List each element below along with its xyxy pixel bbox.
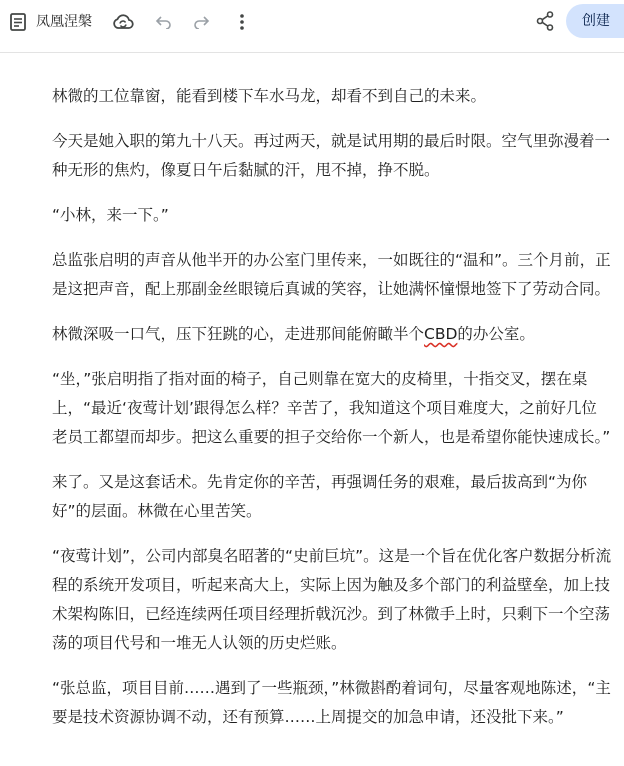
paragraph[interactable]: 今天是她入职的第九十八天。再过两天，就是试用期的最后时限。空气里弥漫着一种无形的焦灼，像夏日午后黏腻的汗，甩不掉，挣不脱。	[52, 132, 611, 179]
text-run: 的办公室。	[457, 325, 535, 343]
document-icon[interactable]	[10, 13, 26, 31]
paragraph[interactable]: “张总监，项目目前……遇到了一些瓶颈，”林微斟酌着词句，尽量客观地陈述，“主要是技术资源协调不动，还有预算……上周提交的加急申请，还没批下来。”	[52, 679, 611, 726]
share-icon[interactable]	[533, 9, 557, 33]
toolbar-divider	[0, 52, 624, 53]
paragraph[interactable]	[52, 320, 612, 349]
paragraph[interactable]: “夜莺计划”，公司内部臭名昭著的“史前巨坑”。这是一个旨在优化客户数据分析流程的系统开发项目，听起来高大上，实际上因为触及多个部门的利益壁垒，加上技术架构陈旧，已经连续两任项目经理折戟沉沙。到了林微手上时，只剩下一个空荡荡的项目代号和一堆无人认领的历史烂账。	[52, 547, 612, 652]
paragraph[interactable]: 总监张启明的声音从他半开的办公室门里传来，一如既往的“温和”。三个月前，正是这把声音，配上那副金丝眼镜后真诚的笑容，让她满怀憧憬地签下了劳动合同。	[52, 251, 611, 298]
paragraph[interactable]: 林微的工位靠窗，能看到楼下车水马龙，却看不到自己的未来。	[52, 87, 487, 105]
document-body[interactable]	[52, 82, 612, 748]
create-button[interactable]: 创建	[566, 4, 624, 38]
paragraph[interactable]: “坐，”张启明指了指对面的椅子，自己则靠在宽大的皮椅里，十指交叉，摆在桌上，“最近‘夜莺计划’跟得怎么样？辛苦了，我知道这个项目难度大，之前好几位老员工都望而却步。把这么重要的担子交给你一个新人，也是希望你能快速成长。”	[52, 370, 611, 446]
redo-icon[interactable]	[190, 10, 214, 34]
spellcheck-flagged-word[interactable]: CBD	[424, 325, 458, 343]
document-title[interactable]: 凤凰涅槃	[36, 14, 92, 30]
more-vertical-icon[interactable]	[230, 10, 254, 34]
paragraph[interactable]: “小林，来一下。”	[52, 206, 169, 224]
paragraph[interactable]: 来了。又是这套话术。先肯定你的辛苦，再强调任务的艰难，最后拔高到“为你好”的层面。林微在心里苦笑。	[52, 473, 588, 520]
undo-icon[interactable]	[151, 10, 175, 34]
text-run: 林微深吸一口气，压下狂跳的心，走进那间能俯瞰半个	[52, 325, 425, 343]
top-toolbar	[0, 0, 624, 46]
cloud-sync-icon[interactable]	[111, 10, 135, 34]
